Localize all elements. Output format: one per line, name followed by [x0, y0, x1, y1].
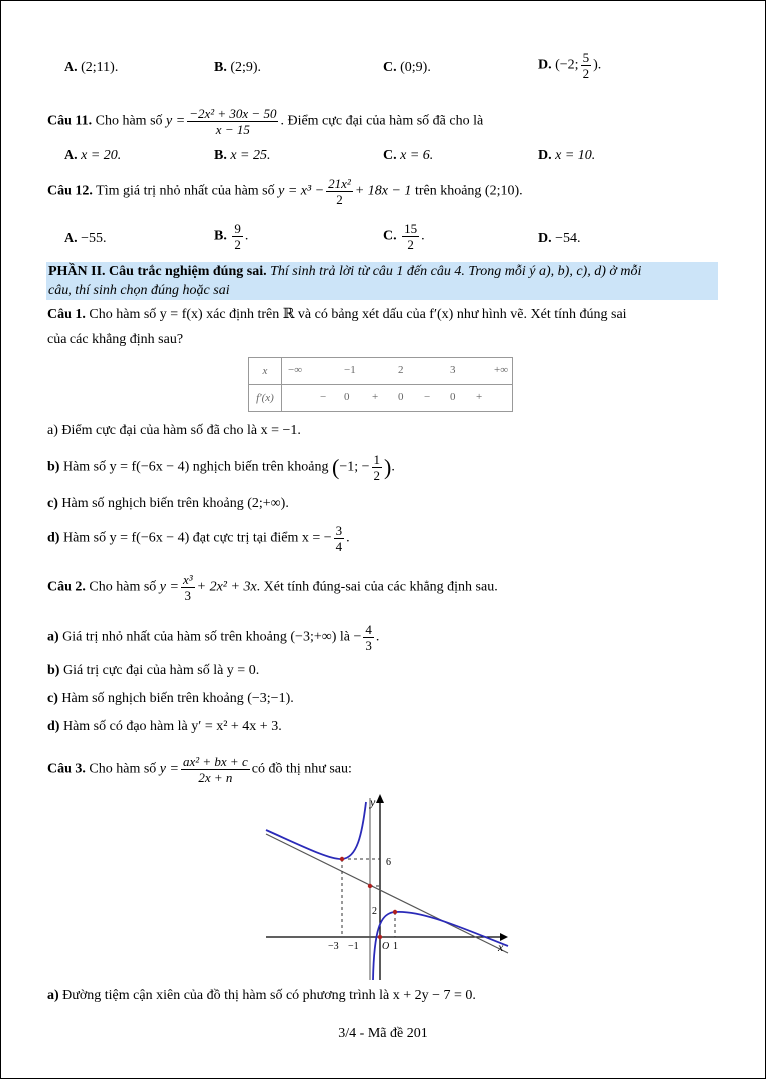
- c2-statement-d[interactable]: d) Hàm số có đạo hàm là y′ = x² + 4x + 3.: [47, 719, 282, 734]
- label-1: 1: [393, 941, 398, 952]
- label-O: O: [382, 941, 390, 952]
- c2-statement-c[interactable]: c) Hàm số nghịch biến trên khoảng (−3;−1).: [47, 691, 294, 706]
- point-max: [340, 857, 344, 861]
- part2-line2: câu, thí sinh chọn đúng hoặc sai: [48, 283, 230, 298]
- c1-statement-c[interactable]: c) Hàm số nghịch biến trên khoảng (2;+∞).: [47, 496, 289, 511]
- c1-statement-d[interactable]: d) Hàm số y = f(−6x − 4) đạt cực trị tại điểm x = − $\frac{3}{4}$ .: [47, 523, 350, 554]
- c2-stem: Câu 2. Cho hàm số y = $\frac{\text{x³}}{3}$ + 2x² + 3x. Xét tính đúng-sai của các khẳng định sau.: [47, 572, 498, 603]
- q10-option-c[interactable]: C. (0;9).: [383, 60, 431, 75]
- q12-option-b[interactable]: B. $\frac{9}{2}$ .: [214, 221, 249, 252]
- c1-stem-line1: Câu 1. Cho hàm số y = f(x) xác định trên ℝ và có bảng xét dấu của f′(x) như hình vẽ. Xét tính đúng sai: [47, 307, 627, 322]
- q10-option-b[interactable]: B. (2;9).: [214, 60, 262, 75]
- part2-banner: [46, 262, 718, 300]
- sign-zero: 0: [344, 391, 350, 403]
- label-x: x: [498, 940, 504, 954]
- c3-stem: Câu 3. Cho hàm số y = $\frac{\text{ax² + bx + c}}{2x + n}$ có đồ thị như sau:: [47, 754, 352, 785]
- q12-option-c[interactable]: C. $\frac{15}{2}$ .: [383, 221, 425, 252]
- c1-statement-a[interactable]: a) Điểm cực đại của hàm số đã cho là x = −1.: [47, 423, 301, 438]
- label-2: 2: [372, 906, 377, 917]
- oblique-asymptote: [266, 834, 508, 953]
- point-origin: [378, 935, 382, 939]
- q10-option-d[interactable]: D. (−2; $\frac{5}{2}$ ).: [538, 50, 602, 81]
- sign-table-cell: f′(x): [249, 385, 282, 412]
- sign-minus: −: [424, 391, 431, 403]
- x-neg1: −1: [344, 364, 356, 376]
- sign-zero: 0: [398, 391, 404, 403]
- q10-option-a[interactable]: A. (2;11).: [64, 60, 119, 75]
- q11-stem: Câu 11. Cho hàm số y = $\frac{\text{−2x² + 30x − 50}}{x - 15}$ . Điểm cực đại của hàm số đã cho là: [47, 106, 484, 137]
- sign-minus: −: [320, 391, 327, 403]
- page-footer: 3/4 - Mã đề 201: [338, 1026, 428, 1041]
- q12-option-d[interactable]: D. −54.: [538, 231, 581, 246]
- part2-line1: PHẦN II. Câu trắc nghiệm đúng sai. Thí sinh trả lời từ câu 1 đến câu 4. Trong mỗi ý a), b), c), d) ở mỗi: [48, 264, 642, 279]
- label-6: 6: [386, 857, 391, 868]
- q11-option-c[interactable]: C. x = 6.: [383, 148, 434, 163]
- sign-table-row-x: [249, 358, 513, 385]
- point-min: [393, 910, 397, 914]
- sign-table: [248, 357, 513, 412]
- point-asymptote-intersection: [368, 884, 372, 888]
- sign-table-cell: x: [249, 358, 282, 385]
- c2-statement-a[interactable]: a) Giá trị nhỏ nhất của hàm số trên khoảng (−3;+∞) là − $\frac{4}{3}$ .: [47, 622, 380, 653]
- q11-option-a[interactable]: A. x = 20.: [64, 148, 122, 163]
- sign-plus: +: [372, 391, 379, 403]
- q11-option-b[interactable]: B. x = 25.: [214, 148, 271, 163]
- q11-option-d[interactable]: D. x = 10.: [538, 148, 596, 163]
- function-graph: [262, 790, 512, 982]
- c3-statement-a[interactable]: a) Đường tiệm cận xiên của đồ thị hàm số có phương trình là x + 2y − 7 = 0.: [47, 988, 476, 1003]
- sign-table-row-fprime: [249, 385, 513, 412]
- x-2: 2: [398, 364, 404, 376]
- x-neg-inf: −∞: [288, 364, 303, 376]
- c1-statement-b[interactable]: b) Hàm số y = f(−6x − 4) nghịch biến trên khoảng (−1; − $\frac{1}{2}$ ).: [47, 452, 395, 483]
- q12-stem: Câu 12. Tìm giá trị nhỏ nhất của hàm số y = x³ − $\frac{\text{21x²}}{2}$ + 18x − 1 trên khoảng (2;10).: [47, 176, 523, 207]
- sign-table-signs: [282, 385, 513, 412]
- sign-table-x-values: [282, 358, 513, 385]
- label-neg1: −1: [348, 941, 359, 952]
- curve-left-branch: [266, 802, 366, 859]
- sign-plus: +: [476, 391, 483, 403]
- label-neg3: −3: [328, 941, 339, 952]
- x-3: 3: [450, 364, 456, 376]
- x-pos-inf: +∞: [494, 364, 509, 376]
- y-axis-arrow-icon: [376, 794, 384, 803]
- sign-zero: 0: [450, 391, 456, 403]
- q12-option-a[interactable]: A. −55.: [64, 231, 107, 246]
- c2-statement-b[interactable]: b) Giá trị cực đại của hàm số là y = 0.: [47, 663, 260, 678]
- label-y: y: [370, 795, 376, 809]
- c1-stem-line2: của các khẳng định sau?: [47, 332, 184, 347]
